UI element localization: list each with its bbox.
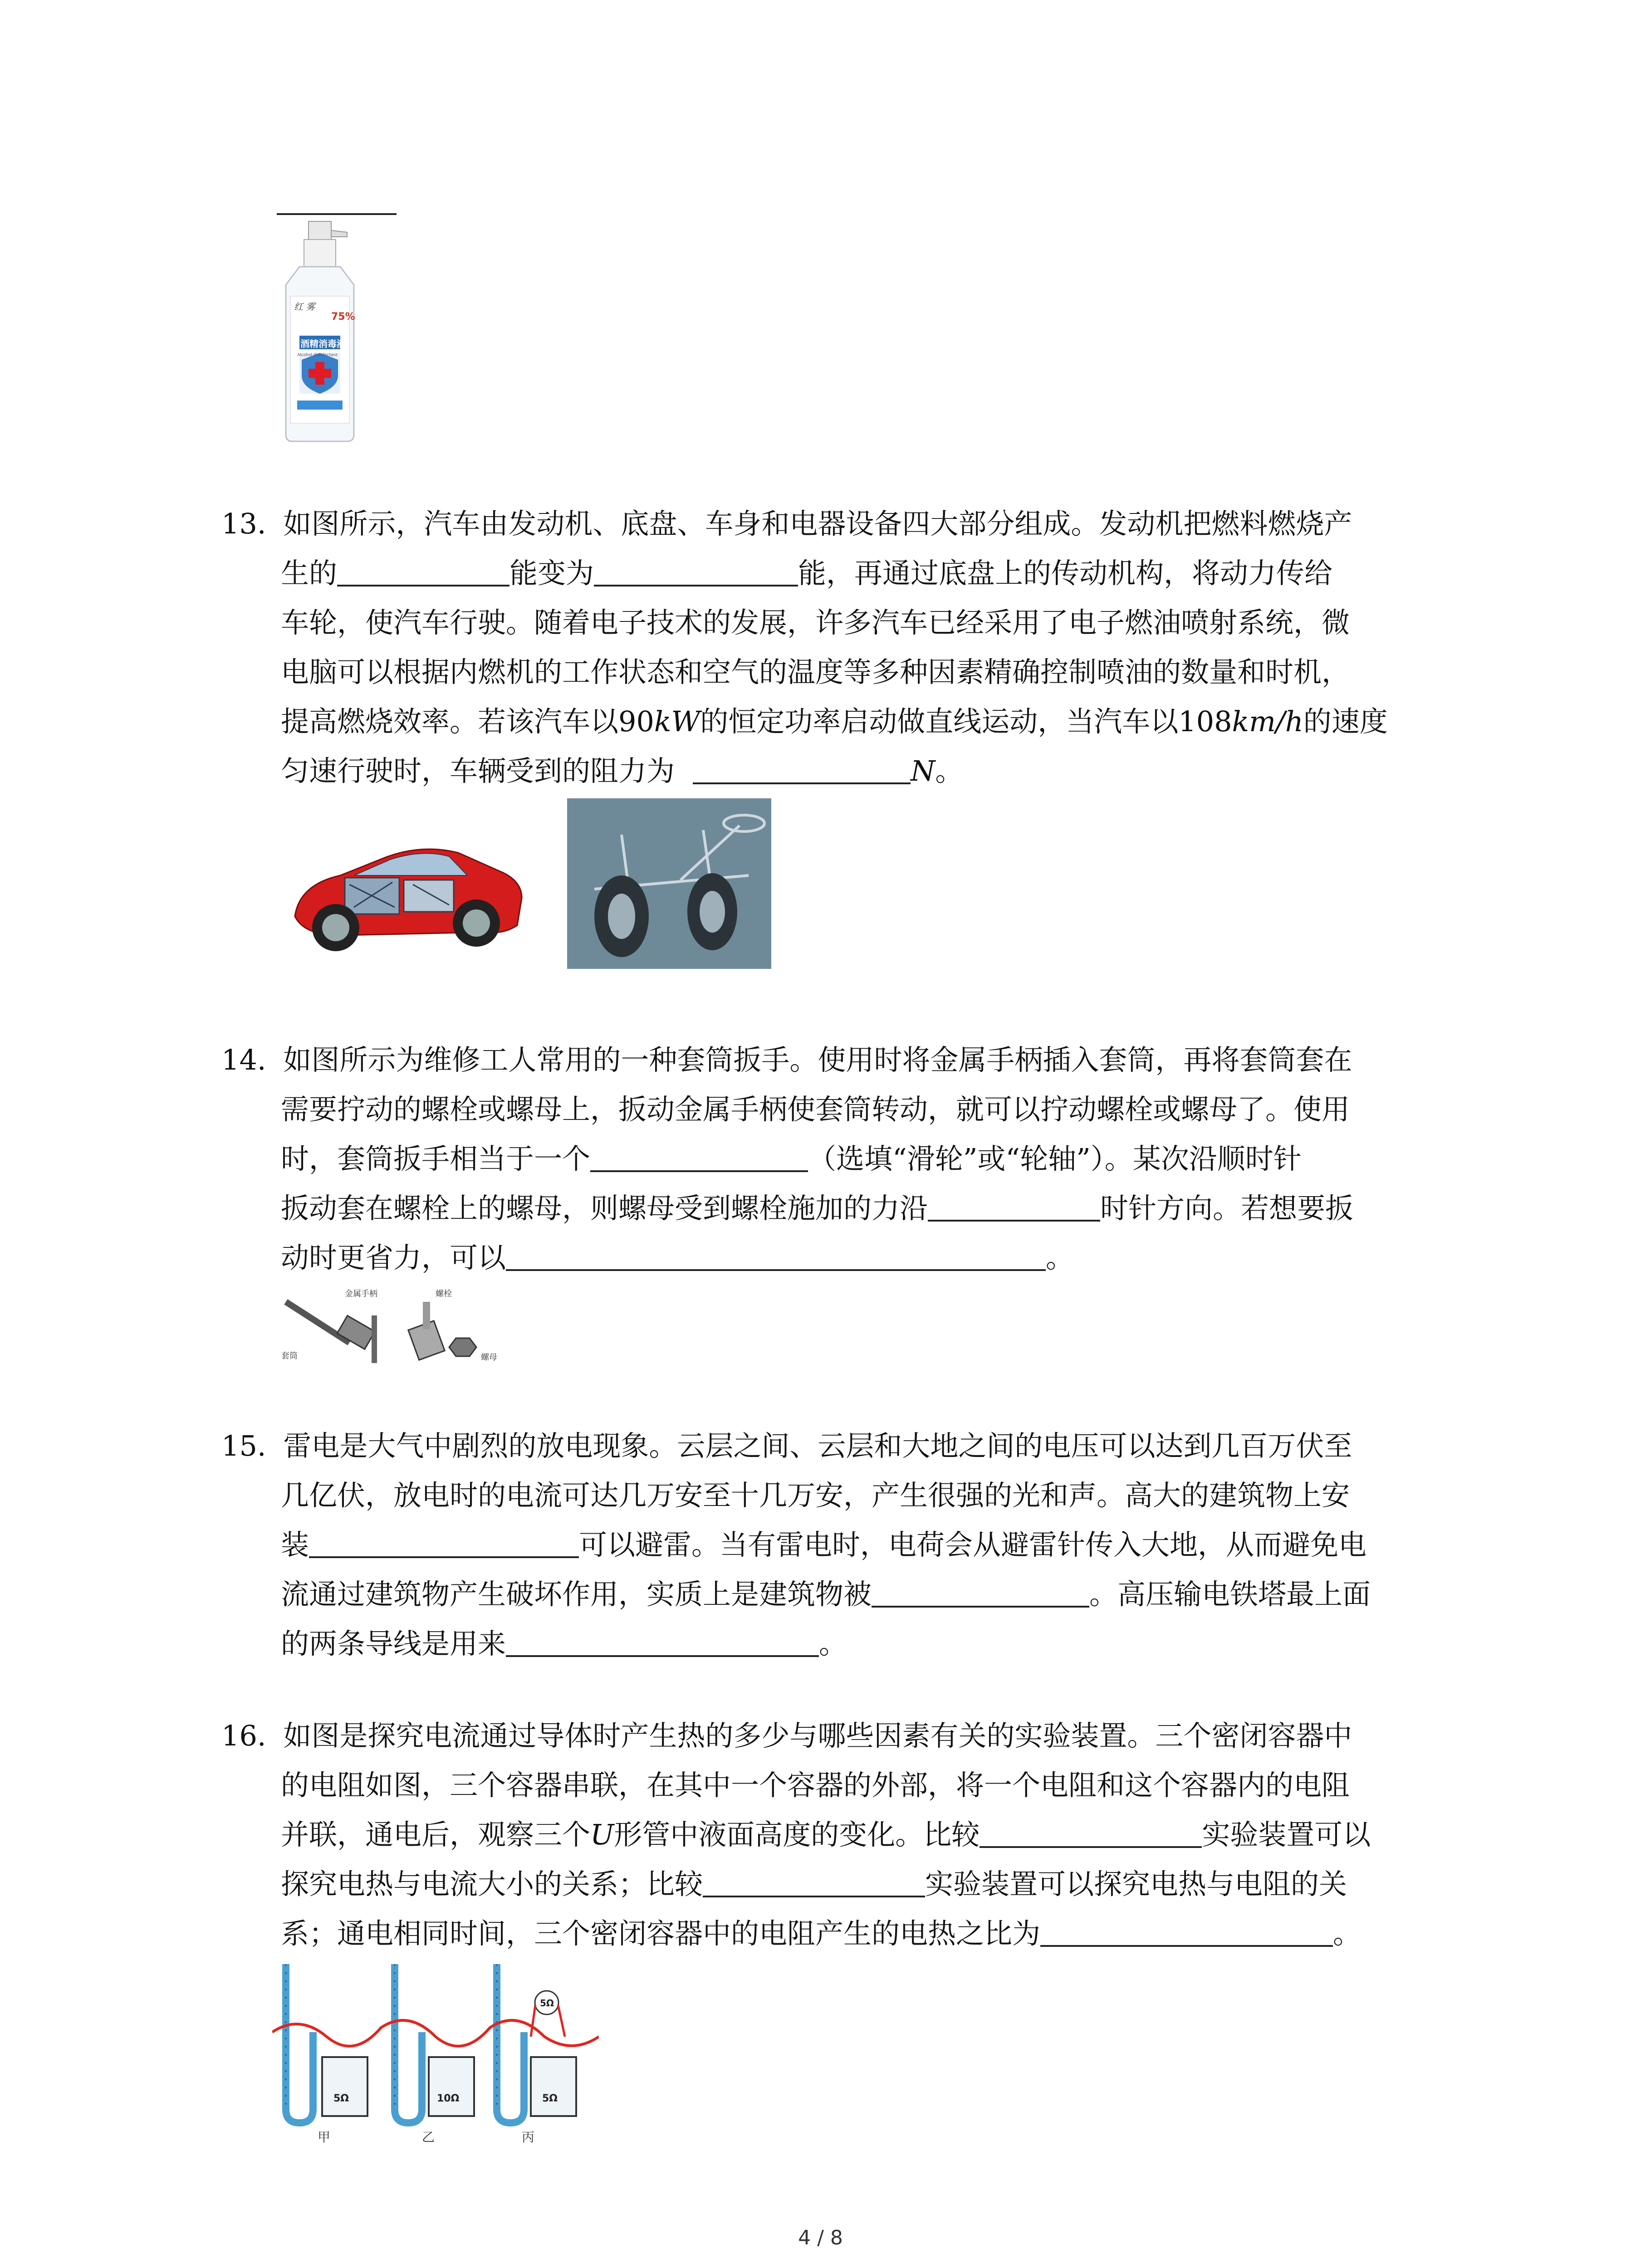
car-chassis-image [567, 798, 771, 969]
question-number: 14. [221, 1043, 266, 1076]
q14-text-line2: 需要拧动的螺栓或螺母上，扳动金属手柄使套筒转动，就可以拧动螺栓或螺母了。使用 [281, 1093, 1350, 1126]
q16-text-line1: 如图是探究电流通过导体时产生热的多少与哪些因素有关的实验装置。三个密闭容器中 [283, 1719, 1352, 1752]
u-tube-yi [395, 1964, 422, 2123]
question-15 [221, 1421, 1455, 1668]
question-number: 13. [221, 507, 266, 540]
q14-text: 扳动套在螺栓上的螺母，则螺母受到螺栓施加的力沿 [281, 1192, 928, 1225]
question-13 [221, 499, 1455, 796]
question-14 [221, 1035, 1455, 1282]
q14-text: （选填“滑轮”或“轮轴”）。某次沿顺时针 [808, 1142, 1302, 1175]
answer-blank-2[interactable] [594, 557, 798, 587]
q13-text-line1: 如图所示，汽车由发动机、底盘、车身和电器设备四大部分组成。发动机把燃料燃烧产 [283, 507, 1352, 540]
q13-text: 能变为 [509, 557, 594, 590]
alcohol-spray-bottle-figure [272, 217, 390, 444]
q13-text-line3: 车轮，使汽车行驶。随着电子技术的发展，许多汽车已经采用了电子燃油喷射系统，微 [281, 606, 1350, 639]
answer-blank-4[interactable] [590, 1142, 808, 1172]
q13-text: 匀速行驶时，车辆受到的阻力为 [281, 754, 675, 787]
unit-kw: kW [654, 705, 700, 738]
u-tube-letter: U [590, 1818, 614, 1851]
q16-text: 。 [1333, 1917, 1362, 1950]
resistor-label-external: 5Ω [540, 1998, 554, 2009]
page-number: 4 / 8 [798, 2226, 843, 2249]
q13-text: 的速度 [1303, 705, 1388, 738]
answer-blank-6[interactable] [506, 1241, 1046, 1271]
q15-text: 可以避雷。当有雷电时，电荷会从避雷针传入大地，从而避免电 [579, 1528, 1367, 1561]
fig-label-nut: 螺母 [481, 1353, 497, 1362]
q13-text: 提高燃烧效率。若该汽车以90 [281, 705, 654, 738]
q14-text: 动时更省力，可以 [281, 1241, 506, 1274]
answer-blank-5[interactable] [928, 1192, 1100, 1222]
q16-text: 形管中液面高度的变化。比较 [614, 1818, 980, 1851]
q14-text: 时针方向。若想要扳 [1100, 1192, 1354, 1225]
fig-label-handle: 金属手柄 [345, 1289, 377, 1299]
q15-text: 。高压输电铁塔最上面 [1089, 1578, 1371, 1611]
u-tube-jia [286, 1964, 313, 2123]
fig-label-bolt: 螺栓 [436, 1289, 452, 1299]
socket-wrench-image [277, 1284, 513, 1370]
q15-text: 。 [819, 1627, 847, 1660]
q14-text-line1: 如图所示为维修工人常用的一种套筒扳手。使用时将金属手柄插入套筒，再将套筒套在 [283, 1043, 1352, 1076]
answer-blank-7[interactable] [309, 1528, 579, 1558]
joule-heating-apparatus-figure [272, 1960, 599, 2150]
q16-text: 系；通电相同时间，三个密闭容器中的电阻产生的电热之比为 [281, 1917, 1041, 1950]
circuit-wire [272, 2020, 599, 2046]
q13-text: 能，再通过底盘上的传动机构，将动力传给 [798, 557, 1333, 590]
bottle-subtitle-text: Alcohol disinfectant [297, 353, 338, 357]
top-answer-line [277, 213, 397, 215]
q13-text: 的恒定功率启动做直线运动，当汽车以108 [700, 705, 1232, 738]
q15-text: 的两条导线是用来 [281, 1627, 506, 1660]
q13-text-line4: 电脑可以根据内燃机的工作状态和空气的温度等多种因素精确控制喷油的数量和时机， [281, 655, 1350, 689]
bottle-name-text: 酒精消毒液 [300, 338, 346, 349]
bottle-percent-text: 75% [331, 311, 355, 323]
q16-text: 实验装置可以 [1202, 1818, 1371, 1851]
q15-text-line2: 几亿伏，放电时的电流可达几万安至十几万安，产生很强的光和声。高大的建筑物上安 [281, 1479, 1350, 1512]
answer-blank-12[interactable] [1040, 1917, 1333, 1947]
answer-blank-8[interactable] [872, 1578, 1089, 1608]
answer-blank-9[interactable] [506, 1627, 819, 1657]
answer-blank-1[interactable] [337, 557, 509, 587]
container-jia [322, 2057, 367, 2116]
question-16 [221, 1711, 1455, 1958]
unit-n: N [911, 754, 936, 787]
question-number: 16. [221, 1719, 266, 1752]
q15-text-line1: 雷电是大气中剧烈的放电现象。云层之间、云层和大地之间的电压可以达到几百万伏至 [283, 1429, 1352, 1462]
fig-label-socket: 套筒 [281, 1351, 298, 1361]
q15-text: 流通过建筑物产生破坏作用，实质上是建筑物被 [281, 1578, 872, 1611]
q16-text: 实验装置可以探究电热与电阻的关 [925, 1867, 1347, 1901]
q16-text: 并联，通电后，观察三个 [281, 1818, 591, 1851]
unit-kmh: km/h [1232, 705, 1303, 738]
label-bing: 丙 [522, 2130, 535, 2145]
q15-text: 装 [281, 1528, 309, 1561]
q16-text-line2: 的电阻如图，三个容器串联，在其中一个容器的外部，将一个电阻和这个容器内的电阻 [281, 1769, 1350, 1802]
question-number: 15. [221, 1429, 266, 1462]
q14-text: 。 [1046, 1241, 1074, 1274]
label-jia: 甲 [318, 2130, 331, 2145]
answer-blank-3[interactable] [693, 754, 911, 784]
q14-text: 时，套筒扳手相当于一个 [281, 1142, 591, 1175]
car-cutaway-image [286, 816, 531, 957]
container-bing [531, 2057, 576, 2116]
label-yi: 乙 [422, 2130, 435, 2145]
resistor-label-jia: 5Ω [333, 2093, 349, 2104]
bottle-brand-text: 红 雾 [294, 301, 315, 312]
answer-blank-11[interactable] [703, 1867, 925, 1897]
container-yi [429, 2057, 474, 2116]
q13-text: 生的 [281, 557, 338, 590]
q16-text: 探究电热与电流大小的关系；比较 [281, 1867, 703, 1901]
resistor-label-yi: 10Ω [437, 2093, 460, 2104]
u-tube-bing [497, 1964, 524, 2123]
resistor-label-bing: 5Ω [542, 2093, 558, 2104]
q13-text: 。 [935, 754, 964, 787]
answer-blank-10[interactable] [980, 1818, 1202, 1848]
